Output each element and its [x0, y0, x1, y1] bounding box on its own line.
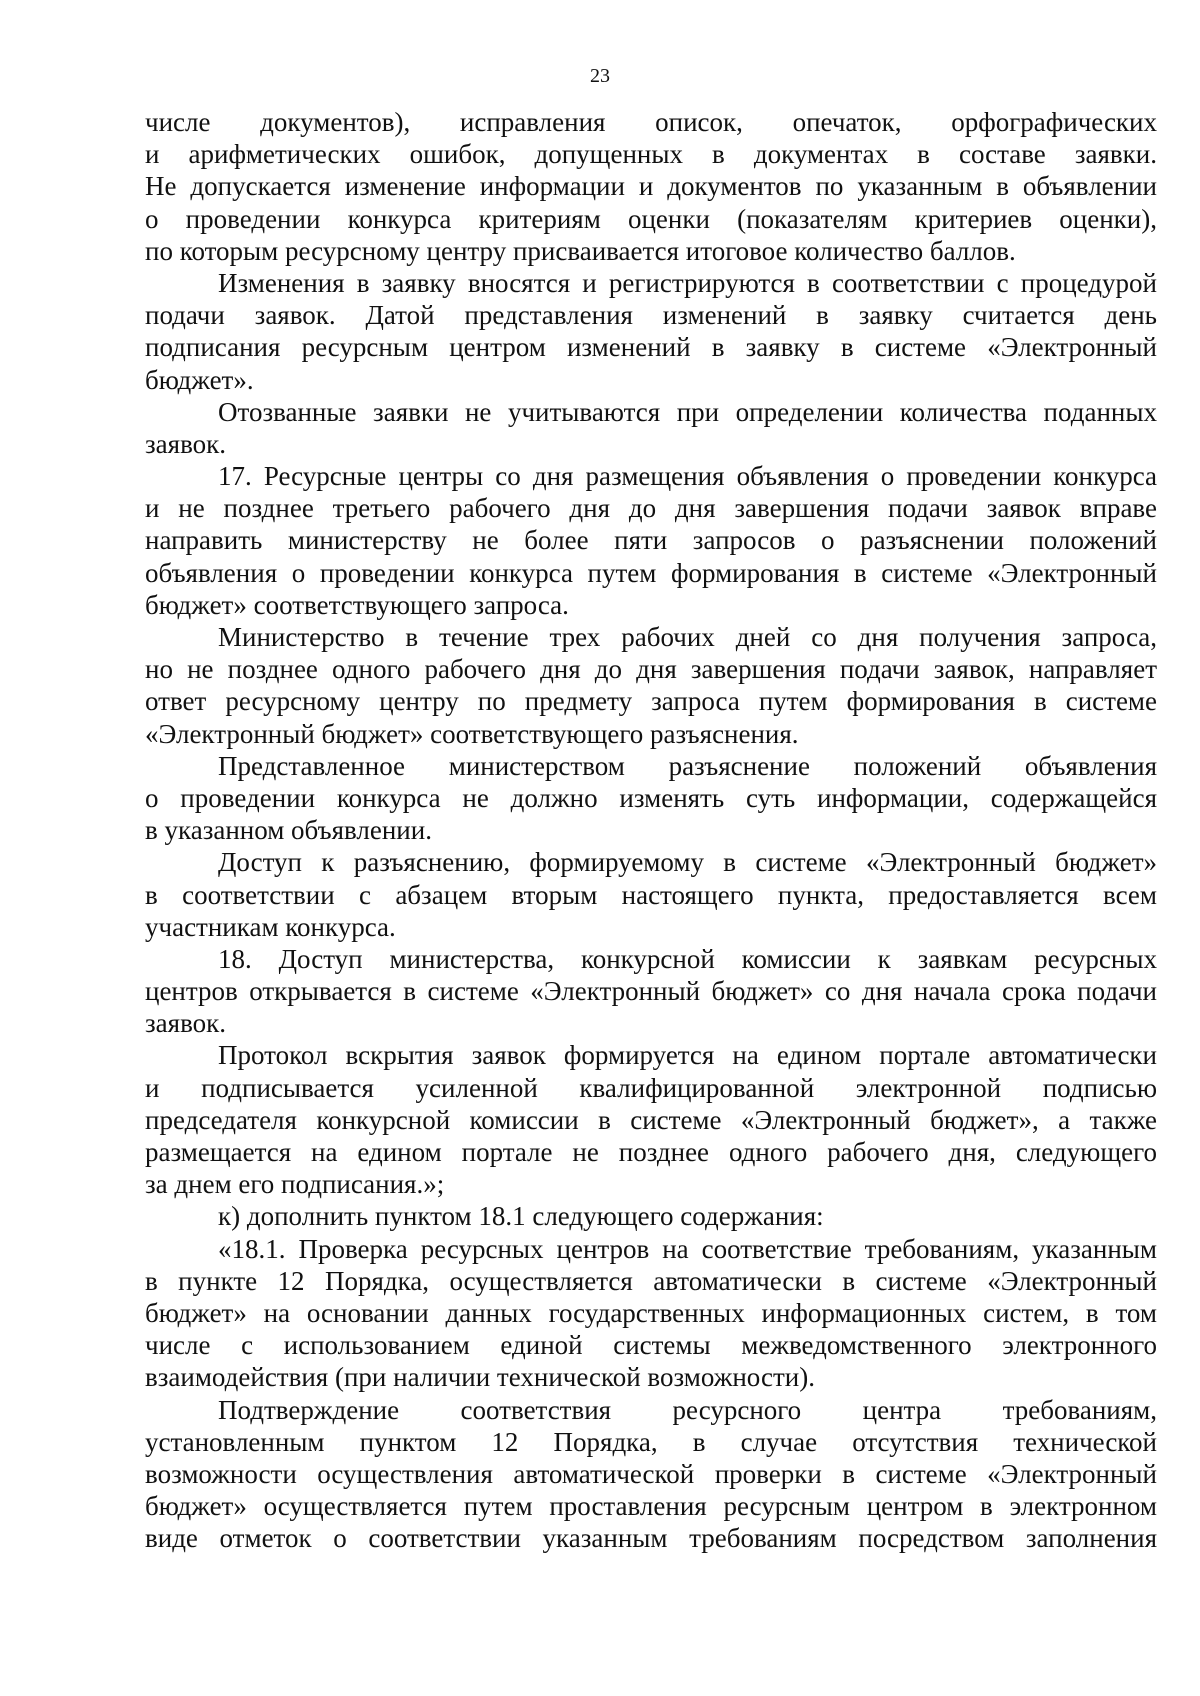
text-line: 18. Доступ министерства, конкурсной комиссии к заявкам ресурсных [218, 943, 1157, 974]
text-line: бюджет» на основании данных государственных информационных систем, в том [145, 1297, 1157, 1328]
text-line: Подтверждение соответствия ресурсного центра требованиям, [218, 1394, 1157, 1425]
text-line: участникам конкурса. [145, 911, 396, 942]
text-line: Отозванные заявки не учитываются при определении количества поданных [218, 396, 1157, 427]
text-line: Представленное министерством разъяснение положений объявления [218, 750, 1157, 781]
text-line: и не позднее третьего рабочего дня до дня завершения подачи заявок вправе [145, 493, 1157, 524]
text-line: «Электронный бюджет» соответствующего разъяснения. [145, 718, 799, 749]
text-line: председателя конкурсной комиссии в системе «Электронный бюджет», а также [145, 1104, 1157, 1135]
text-line: направить министерству не более пяти запросов о разъяснении положений [145, 525, 1157, 556]
text-line: в пункте 12 Порядка, осуществляется автоматически в системе «Электронный [145, 1265, 1157, 1296]
text-line: установленным пунктом 12 Порядка, в случае отсутствия технической [145, 1426, 1157, 1457]
page-number: 23 [590, 65, 610, 87]
text-line: о проведении конкурса критериям оценки (показателям критериев оценки), [145, 203, 1157, 234]
text-line: бюджет» осуществляется путем проставления ресурсным центром в электронном [145, 1491, 1157, 1522]
text-line: Доступ к разъяснению, формируемому в системе «Электронный бюджет» [218, 847, 1157, 878]
text-line: центров открывается в системе «Электронный бюджет» со дня начала срока подачи [145, 976, 1157, 1007]
text-line: и арифметических ошибок, допущенных в документах в составе заявки. [145, 139, 1157, 170]
text-line: бюджет» соответствующего запроса. [145, 589, 569, 620]
text-line: заявок. [145, 1008, 226, 1039]
text-line: ответ ресурсному центру по предмету запроса путем формирования в системе [145, 686, 1157, 717]
text-line: взаимодействия (при наличии технической возможности). [145, 1362, 815, 1393]
text-line: заявок. [145, 428, 226, 459]
text-line: Не допускается изменение информации и документов по указанным в объявлении [145, 171, 1157, 202]
text-line: 17. Ресурсные центры со дня размещения объявления о проведении конкурса [218, 461, 1157, 492]
text-line: размещается на едином портале не позднее одного рабочего дня, следующего [145, 1137, 1157, 1167]
text-line: возможности осуществления автоматической проверки в системе «Электронный [145, 1458, 1157, 1489]
text-line: в указанном объявлении. [145, 815, 432, 846]
text-line: за днем его подписания.»; [145, 1169, 445, 1200]
text-line: Изменения в заявку вносятся и регистрируются в соответствии с процедурой [218, 267, 1157, 298]
text-line: подачи заявок. Датой представления изменений в заявку считается день [145, 300, 1157, 331]
text-line: в соответствии с абзацем вторым настоящего пункта, предоставляется всем [145, 879, 1157, 910]
text-line: подписания ресурсным центром изменений в заявку в системе «Электронный [145, 332, 1157, 363]
text-line: объявления о проведении конкурса путем формирования в системе «Электронный [145, 557, 1157, 588]
text-line: по которым ресурсному центру присваивается итоговое количество баллов. [145, 235, 1016, 266]
text-line: Министерство в течение трех рабочих дней со дня получения запроса, [218, 622, 1157, 652]
text-line: виде отметок о соответствии указанным требованиям посредством заполнения [145, 1523, 1157, 1554]
text-line: «18.1. Проверка ресурсных центров на соответствие требованиям, указанным [218, 1233, 1157, 1264]
text-line: к) дополнить пунктом 18.1 следующего содержания: [218, 1201, 824, 1232]
text-line: и подписывается усиленной квалифицированной электронной подписью [145, 1072, 1157, 1103]
text-line: но не позднее одного рабочего дня до дня завершения подачи заявок, направляет [145, 654, 1157, 685]
text-line: Протокол вскрытия заявок формируется на едином портале автоматически [218, 1040, 1157, 1071]
text-line: бюджет». [145, 364, 254, 395]
document-body [145, 106, 1157, 1554]
text-line: о проведении конкурса не должно изменять суть информации, содержащейся [145, 782, 1157, 813]
text-line: числе с использованием единой системы межведомственного электронного [145, 1330, 1157, 1361]
text-line: числе документов), исправления описок, опечаток, орфографических [145, 107, 1157, 137]
